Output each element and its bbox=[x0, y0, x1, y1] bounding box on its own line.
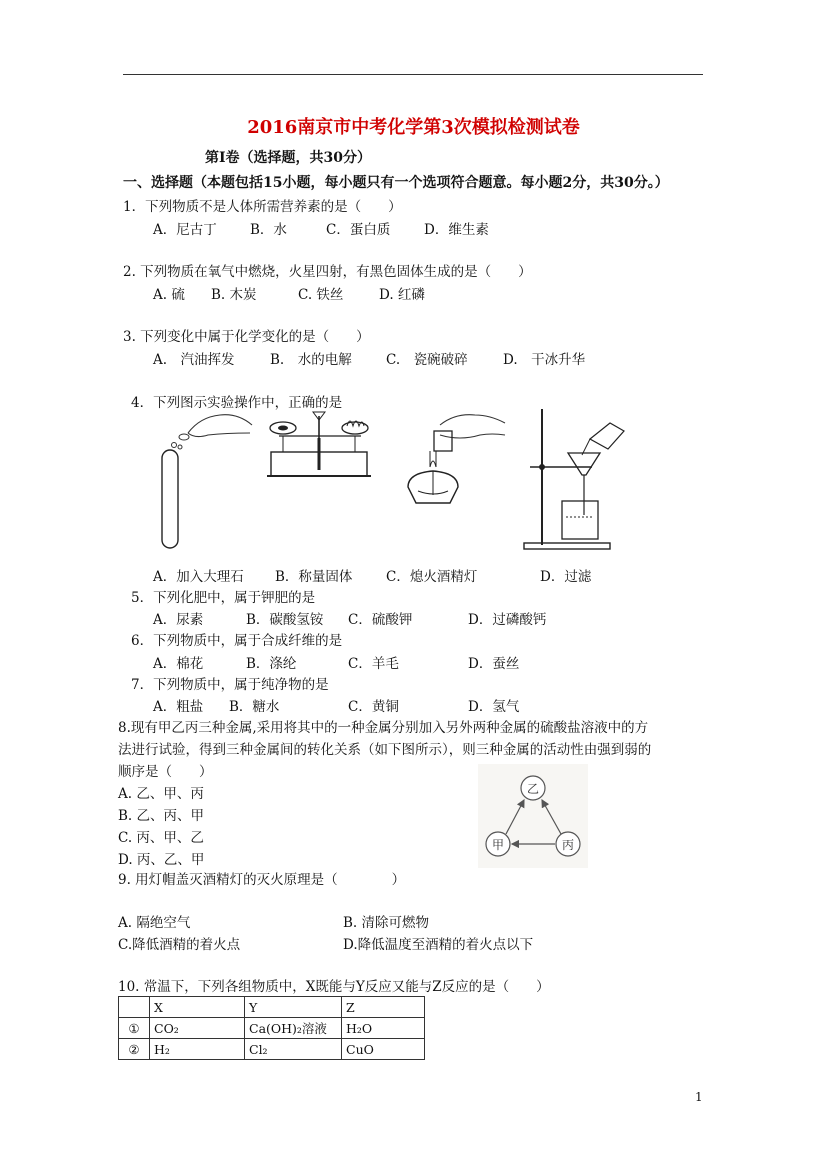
q2-stem: 2. 下列物质在氧气中燃烧，火星四射，有黑色固体生成的是（ ） bbox=[123, 264, 532, 280]
q8-label-top: 乙 bbox=[526, 782, 540, 796]
q8-stem-line3: 顺序是（ ） bbox=[118, 764, 213, 780]
part-heading: 第Ⅰ卷（选择题，共30分） bbox=[205, 150, 372, 166]
q3-stem: 3. 下列变化中属于化学变化的是（ ） bbox=[123, 329, 370, 345]
q7-option-b: B．糖水 bbox=[229, 699, 280, 715]
q8-option-d: D. 丙、乙、甲 bbox=[118, 852, 205, 868]
q4-option-c: C．熄火酒精灯 bbox=[386, 569, 478, 585]
q7-option-a: A．粗盐 bbox=[153, 699, 204, 715]
q2-option-b: B. 木炭 bbox=[211, 287, 257, 303]
q2-option-d: D. 红磷 bbox=[379, 287, 425, 303]
q9-option-a: A. 隔绝空气 bbox=[118, 915, 191, 931]
q6-option-b: B．涤纶 bbox=[246, 656, 297, 672]
q7-stem: 7．下列物质中，属于纯净物的是 bbox=[131, 677, 329, 693]
q1-option-b: B．水 bbox=[250, 222, 287, 238]
table-cell: Ca(OH)₂溶液 bbox=[245, 1018, 342, 1039]
q1-option-c: C．蛋白质 bbox=[326, 222, 391, 238]
q3-option-b: B. 水的电解 bbox=[270, 352, 352, 368]
table-header-y: Y bbox=[245, 997, 342, 1018]
q9-option-b: B. 清除可燃物 bbox=[343, 915, 430, 931]
q6-option-a: A．棉花 bbox=[153, 656, 204, 672]
q9-option-d: D.降低温度至酒精的着火点以下 bbox=[343, 937, 534, 953]
q5-option-c: C．硫酸钾 bbox=[348, 612, 413, 628]
q8-option-c: C. 丙、甲、乙 bbox=[118, 830, 204, 846]
q9-option-c: C.降低酒精的着火点 bbox=[118, 937, 241, 953]
q6-option-d: D．蚕丝 bbox=[468, 656, 520, 672]
q4-option-d: D．过滤 bbox=[540, 569, 592, 585]
section-heading: 一、选择题（本题包括15小题，每小题只有一个选项符合题意。每小题2分，共30分。） bbox=[123, 175, 669, 191]
q4-figure-a-add-marble bbox=[160, 405, 260, 555]
q3-option-a: A. 汽油挥发 bbox=[153, 352, 235, 368]
exam-title: 2016南京市中考化学第3次模拟检测试卷 bbox=[247, 117, 580, 138]
table-row bbox=[119, 1039, 425, 1060]
table-cell bbox=[119, 997, 150, 1018]
q1-stem: 1．下列物质不是人体所需营养素的是（ ） bbox=[123, 199, 402, 215]
q3-option-c: C. 瓷碗破碎 bbox=[386, 352, 468, 368]
q8-label-left: 甲 bbox=[491, 838, 505, 852]
q1-option-a: A．尼古丁 bbox=[153, 222, 217, 238]
q8-option-a: A. 乙、甲、丙 bbox=[118, 786, 204, 802]
table-row bbox=[119, 997, 425, 1018]
q4-option-a: A．加入大理石 bbox=[153, 569, 244, 585]
table-header-z: Z bbox=[342, 997, 425, 1018]
q9-stem: 9. 用灯帽盖灭酒精灯的灭火原理是（ ） bbox=[118, 872, 406, 888]
table-cell: H₂O bbox=[342, 1018, 425, 1039]
q1-option-d: D．维生素 bbox=[424, 222, 489, 238]
q8-stem-line1: 8.现有甲乙丙三种金属,采用将其中的一种金属分别加入另外两种金属的硫酸盐溶液中的方 bbox=[118, 720, 649, 736]
q8-stem-line2: 法进行试验，得到三种金属间的转化关系（如下图所示），则三种金属的活动性由强到弱的 bbox=[118, 742, 652, 758]
q6-stem: 6．下列物质中，属于合成纤维的是 bbox=[131, 633, 343, 649]
q5-option-b: B．碳酸氢铵 bbox=[246, 612, 324, 628]
q10-stem: 10. 常温下，下列各组物质中，X既能与Y反应又能与Z反应的是（ ） bbox=[118, 979, 550, 995]
q7-option-c: C．黄铜 bbox=[348, 699, 399, 715]
q2-option-a: A. 硫 bbox=[153, 287, 185, 303]
q4-figure-b-balance bbox=[265, 408, 375, 488]
header-rule bbox=[123, 74, 703, 75]
q6-option-c: C．羊毛 bbox=[348, 656, 399, 672]
table-header-x: X bbox=[150, 997, 245, 1018]
table-row bbox=[119, 1018, 425, 1039]
q8-option-b: B. 乙、丙、甲 bbox=[118, 808, 205, 824]
q3-option-d: D. 干冰升华 bbox=[503, 352, 586, 368]
q8-label-right: 丙 bbox=[561, 838, 575, 852]
q7-option-d: D．氢气 bbox=[468, 699, 520, 715]
table-cell: CuO bbox=[342, 1039, 425, 1060]
q4-option-b: B．称量固体 bbox=[275, 569, 353, 585]
q4-stem: 4．下列图示实验操作中，正确的是 bbox=[131, 395, 343, 411]
q5-option-d: D．过磷酸钙 bbox=[468, 612, 547, 628]
table-cell: H₂ bbox=[150, 1039, 245, 1060]
q10-table bbox=[118, 996, 425, 1060]
table-cell: Cl₂ bbox=[245, 1039, 342, 1060]
q5-option-a: A．尿素 bbox=[153, 612, 204, 628]
q4-figure-d-filtration bbox=[520, 405, 630, 553]
page-number: 1 bbox=[695, 1090, 703, 1104]
q2-option-c: C. 铁丝 bbox=[298, 287, 344, 303]
table-cell: ① bbox=[119, 1018, 150, 1039]
table-cell: CO₂ bbox=[150, 1018, 245, 1039]
q8-metal-cycle-diagram bbox=[478, 764, 588, 868]
q5-stem: 5．下列化肥中，属于钾肥的是 bbox=[131, 590, 316, 606]
q4-figure-c-alcohol-lamp bbox=[400, 405, 510, 515]
table-cell: ② bbox=[119, 1039, 150, 1060]
